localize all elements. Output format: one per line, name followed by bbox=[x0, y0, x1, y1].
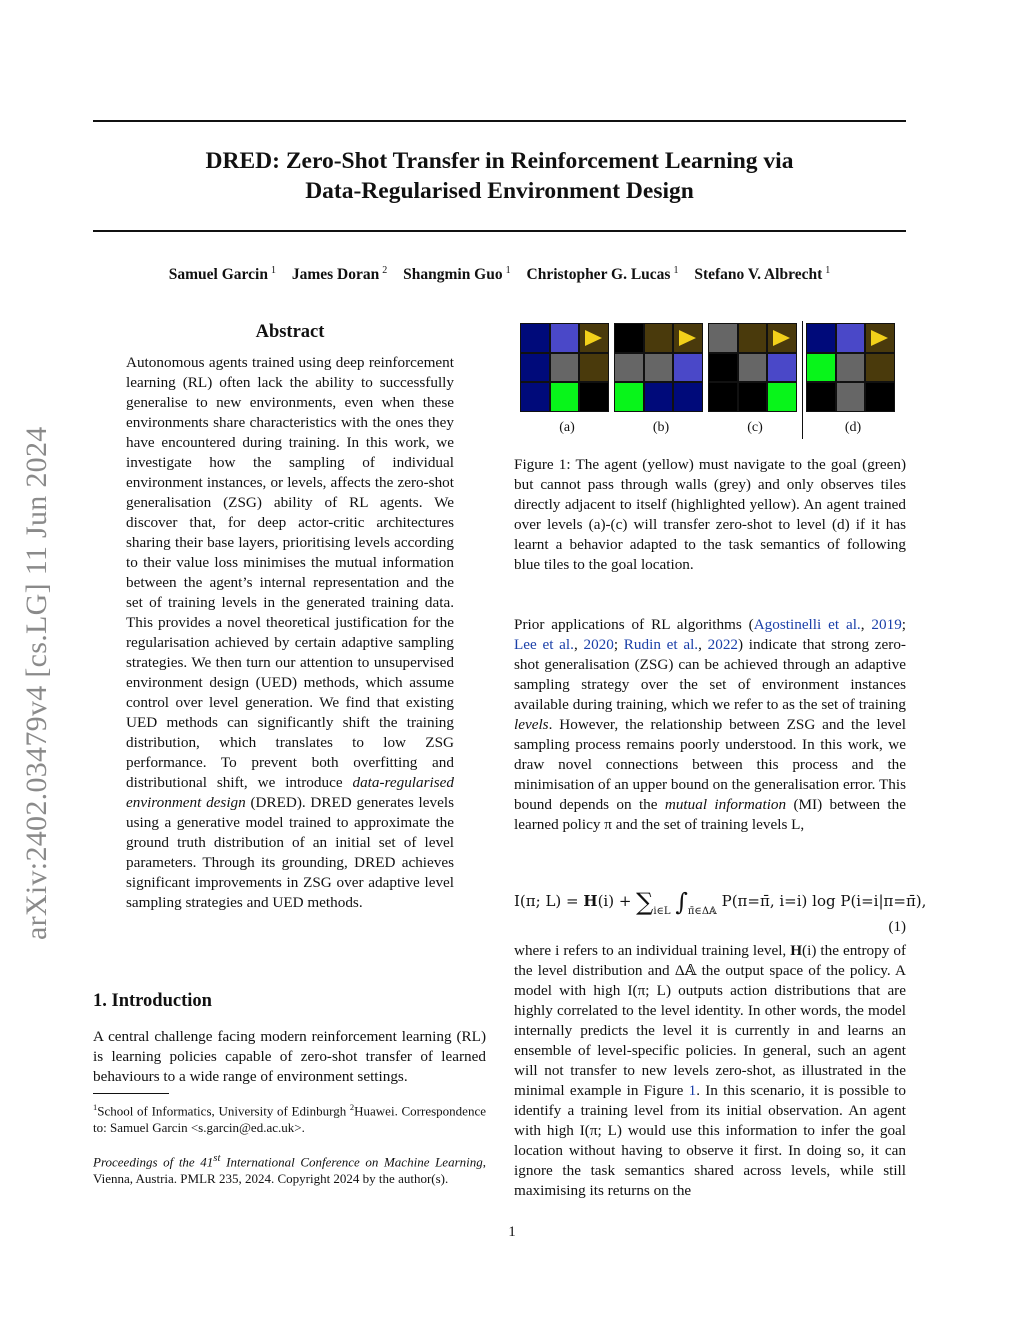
level-grid bbox=[708, 323, 797, 412]
author: James Doran $^2$ bbox=[291, 265, 388, 284]
proceedings-note: Proceedings of the 41st International Conference on Machine Learning, Vienna, Austria. PMLR 235, 2024. Copyright 2024 by the author(s). bbox=[93, 1152, 486, 1187]
grid-tile bbox=[579, 353, 609, 383]
grid-tile bbox=[836, 323, 866, 353]
level-grid bbox=[806, 323, 895, 412]
author: Samuel Garcin $^1$ bbox=[168, 265, 276, 284]
grid-tile bbox=[738, 323, 768, 353]
figure-1 bbox=[514, 318, 906, 443]
abstract-text: Autonomous agents trained using deep reinforcement learning (RL) often lack the ability to successfully generalise to new environments, even when these environments share characteristics with the ones they have encountered during training. In this work, we investigate how the sampling of individual environment instances, or levels, affects the zero-shot generalisation (ZSG) ability of RL agents. We discover that, for deep actor-critic architectures sharing their base layers, prioritising levels according to their value loss minimises the mutual information between the agent’s internal representation and the set of training levels in the generated training data. This provides a novel theoretical justification for the regularisation achieved by certain adaptive sampling strategies. We then turn our attention to unsupervised environment design (UED) methods, which assume control over level generation. We find that existing UED methods can significantly shift the training distribution, which translates to low ZSG performance. To prevent both overfitting and distributional shift, we introduce data-regularised environment design (DRED). DRED generates levels using a generative model trained to approximate the ground truth distribution of an initial set of level parameters. Through its grounding, DRED achieves significant improvements in ZSG over adaptive level sampling strategies and UED methods. bbox=[126, 354, 454, 911]
grid-tile bbox=[767, 353, 797, 383]
agent-icon bbox=[585, 330, 602, 346]
subfigure-label: (a) bbox=[559, 420, 575, 435]
subfigure-label: (c) bbox=[747, 420, 763, 435]
agent-icon bbox=[871, 330, 888, 346]
author: Stefano V. Albrecht $^1$ bbox=[694, 265, 831, 284]
equation-1: I(π; $L) = H(i) + \sum_{i\in L}$ $\int_{\pī\in\Delta 𝔸}$ P(π=π̄, i=i) log P(i=i|π=π̄), (1) bbox=[514, 888, 927, 935]
figure-caption: Figure 1: The agent (yellow) must navigate to the goal (green) but cannot pass through walls (grey) and only observes tiles directly adjacent to itself (highlighted yellow). An agent trained over levels (a)-(c) will transfer zero-shot to level (d) if it has learnt a behavior adapted to the task semantics of following blue tiles to the goal location. bbox=[514, 456, 906, 573]
abstract-heading: Abstract bbox=[255, 322, 325, 342]
grid-tile bbox=[806, 353, 836, 383]
citation-link[interactable]: 2020 bbox=[583, 636, 614, 653]
affiliation-footnote: $^1$School of Informatics, University of Edinburgh $^2$Huawei. Correspondence to: Samuel Garcin <s.garcin@ed.ac.uk>. bbox=[93, 1102, 486, 1136]
title-line-2: Data-Regularised Environment Design bbox=[305, 178, 694, 204]
level-grid bbox=[614, 323, 703, 412]
grid-tile bbox=[550, 353, 580, 383]
grid-tile bbox=[673, 323, 703, 353]
paper-title bbox=[93, 146, 906, 206]
grid-tile bbox=[738, 382, 768, 412]
citation-link[interactable]: Rudin et al. bbox=[623, 636, 699, 653]
subfigure-label: (d) bbox=[844, 420, 862, 435]
grid-tile bbox=[708, 323, 738, 353]
grid-tile bbox=[673, 353, 703, 383]
grid-tile bbox=[767, 323, 797, 353]
author: Christopher G. Lucas $^1$ bbox=[526, 265, 679, 284]
title-line-1: DRED: Zero-Shot Transfer in Reinforcement Learning via bbox=[205, 148, 794, 174]
citation-link[interactable]: Lee et al. bbox=[514, 636, 574, 653]
figure-ref-link[interactable]: 1 bbox=[688, 1082, 697, 1099]
top-rule bbox=[93, 120, 906, 122]
grid-tile bbox=[644, 382, 674, 412]
grid-tile bbox=[520, 382, 550, 412]
grid-tile bbox=[520, 323, 550, 353]
arxiv-stamp: arXiv:2402.03479v4 [cs.LG] 11 Jun 2024 bbox=[20, 426, 53, 940]
grid-tile bbox=[644, 353, 674, 383]
grid-tile bbox=[550, 382, 580, 412]
grid-tile bbox=[865, 353, 895, 383]
grid-tile bbox=[738, 353, 768, 383]
agent-icon bbox=[679, 330, 696, 346]
level-grid bbox=[520, 323, 609, 412]
intro-heading: 1. Introduction bbox=[93, 991, 212, 1011]
agent-icon bbox=[773, 330, 790, 346]
grid-tile bbox=[865, 323, 895, 353]
grid-tile bbox=[836, 382, 866, 412]
equation-number: (1) bbox=[888, 919, 906, 935]
grid-tile bbox=[579, 323, 609, 353]
intro-text: A central challenge facing modern reinforcement learning (RL) is learning policies capable of zero-shot transfer of learned behaviours to a wide range of environment settings. bbox=[93, 1028, 486, 1085]
grid-tile bbox=[708, 353, 738, 383]
grid-tile bbox=[836, 353, 866, 383]
grid-tile bbox=[767, 382, 797, 412]
citation-link[interactable]: 2019 bbox=[871, 616, 902, 633]
grid-tile bbox=[806, 382, 836, 412]
grid-tile bbox=[865, 382, 895, 412]
grid-tile bbox=[614, 382, 644, 412]
grid-tile bbox=[579, 382, 609, 412]
grid-tile bbox=[520, 353, 550, 383]
grid-tile bbox=[614, 323, 644, 353]
grid-tile bbox=[673, 382, 703, 412]
grid-tile bbox=[550, 323, 580, 353]
author-list bbox=[93, 265, 906, 284]
footnote-rule bbox=[93, 1093, 169, 1094]
grid-tile bbox=[806, 323, 836, 353]
intro-paragraph-right: Prior applications of RL algorithms (Agostinelli et al., 2019; Lee et al., 2020; Rudin et al., 2022) indicate that strong zero-shot generalisation (ZSG) can be achieved through an adaptive sampling strategy over the set of environment instances available during training, which we refer to as the set of training levels. However, the relationship between ZSG and the level sampling process remains poorly understood. In this work, we draw novel connections between this process and the minimisation of an upper bound on the generalisation error. This bound depends on the mutual information (MI) between the learned policy π and the set of training levels L, bbox=[514, 616, 907, 833]
figure-divider bbox=[802, 321, 803, 439]
grid-tile bbox=[614, 353, 644, 383]
discussion-paragraph: where i refers to an individual training level, H(i) the entropy of the level distribution and Δ𝔸 the output space of the policy. A model with high I(π; L) outputs action distributions that are highly correlated to the level identity. In other words, the model internally predicts the level it is currently in and learns an ensemble of level-specific policies. In general, such an agent will not transfer to new levels zero-shot, as illustrated in the minimal example in Figure 1. In this scenario, it is possible to identify a training level from its initial observation. An agent with high I(π; L) would use this information to infer the goal location without having to observe it first. In doing so, it can ignore the task semantics shared across levels, while still maximising its returns on the bbox=[514, 942, 906, 1199]
citation-link[interactable]: Agostinelli et al. bbox=[753, 616, 861, 633]
grid-tile bbox=[644, 323, 674, 353]
citation-link[interactable]: 2022 bbox=[707, 636, 739, 653]
grid-tile bbox=[708, 382, 738, 412]
page-number: 1 bbox=[508, 1224, 516, 1240]
author: Shangmin Guo $^1$ bbox=[403, 265, 511, 284]
subfigure-label: (b) bbox=[652, 420, 670, 435]
bottom-title-rule bbox=[93, 230, 906, 232]
